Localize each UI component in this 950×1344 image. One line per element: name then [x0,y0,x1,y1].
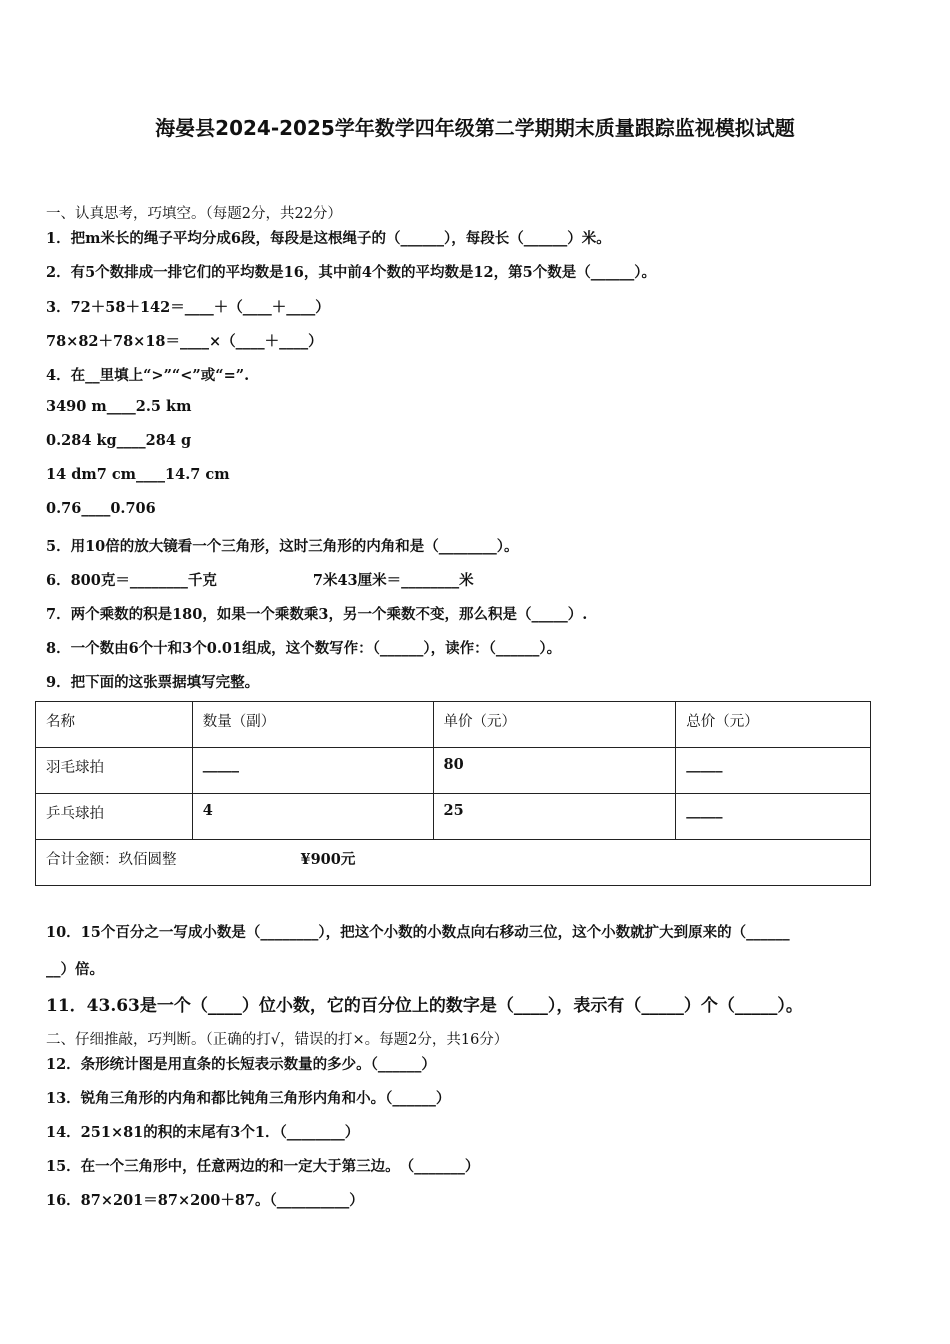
section1-heading: 一、认真思考，巧填空。（每题2分，共22分） [46,206,342,222]
total-label: 合计金额：玖佰圆整 [46,852,177,868]
question-4c: 14 dm7 cm____14.7 cm [46,466,230,483]
table-cell: 80 [433,748,676,794]
question-16: 16．87×201＝87×200＋87。（__________） [46,1192,364,1209]
question-2: 2．有5个数排成一排它们的平均数是16，其中前4个数的平均数是12，第5个数是（______）。 [46,264,656,281]
question-10a: 10．15个百分之一写成小数是（________），把这个小数的小数点向右移动三位，这个小数就扩大到原来的（______ [46,924,790,941]
question-11: 11．43.63是一个（____）位小数，它的百分位上的数字是（____），表示有（_____）个（_____）。 [46,996,803,1016]
page-title: 海晏县2024-2025学年数学四年级第二学期期末质量跟踪监视模拟试题 [155,116,795,140]
table-total-cell [36,840,871,886]
table-header-cell: 总价（元） [676,702,871,748]
section2-heading: 二、仔细推敲，巧判断。（正确的打√，错误的打×。每题2分，共16分） [46,1032,509,1048]
table-cell: _____ [676,794,871,840]
question-6b: 7米43厘米＝________米 [312,572,474,589]
table-cell: 4 [192,794,433,840]
total-amount: ¥900元 [300,851,356,868]
question-5: 5．用10倍的放大镜看一个三角形，这时三角形的内角和是（________）。 [46,538,519,555]
question-1: 1．把m米长的绳子平均分成6段，每段是这根绳子的（______），每段长（______）米。 [46,230,611,247]
question-4d: 0.76____0.706 [46,500,156,517]
question-13: 13．锐角三角形的内角和都比钝角三角形内角和小。（______） [46,1090,451,1107]
question-9: 9．把下面的这张票据填写完整。 [46,674,260,691]
table-row [36,794,871,840]
table-header-cell: 数量（副） [192,702,433,748]
table-row [36,748,871,794]
table-header-row [36,702,871,748]
table-header-cell: 名称 [36,702,193,748]
table-cell: _____ [676,748,871,794]
question-10b: __）倍。 [46,961,104,978]
table-cell: _____ [192,748,433,794]
question-3b: 78×82＋78×18＝____×（____＋____） [46,333,323,350]
table-cell: 乒乓球拍 [36,794,193,840]
question-15: 15．在一个三角形中，任意两边的和一定大于第三边。 （_______） [46,1158,480,1175]
question-7: 7．两个乘数的积是180，如果一个乘数乘3，另一个乘数不变，那么积是（_____）. [46,606,588,623]
question-4b: 0.284 kg____284 g [46,432,192,449]
question-3a: 3．72＋58＋142＝____＋（____＋____） [46,299,330,316]
question-4a: 3490 m____2.5 km [46,398,192,415]
question-14: 14．251×81的积的末尾有3个1．（________） [46,1124,360,1141]
table-cell: 羽毛球拍 [36,748,193,794]
question-6 [46,569,474,590]
table-cell: 25 [433,794,676,840]
ticket-table [35,701,871,886]
table-total-row [36,840,871,886]
question-6a: 6．800克＝________千克 [46,572,217,589]
question-4: 4．在__里填上“>”“<”或“=”. [46,367,250,384]
table-header-cell: 单价（元） [433,702,676,748]
question-8: 8．一个数由6个十和3个0.01组成，这个数写作：（______），读作：（______）。 [46,640,562,657]
question-12: 12．条形统计图是用直条的长短表示数量的多少。（______） [46,1056,436,1073]
